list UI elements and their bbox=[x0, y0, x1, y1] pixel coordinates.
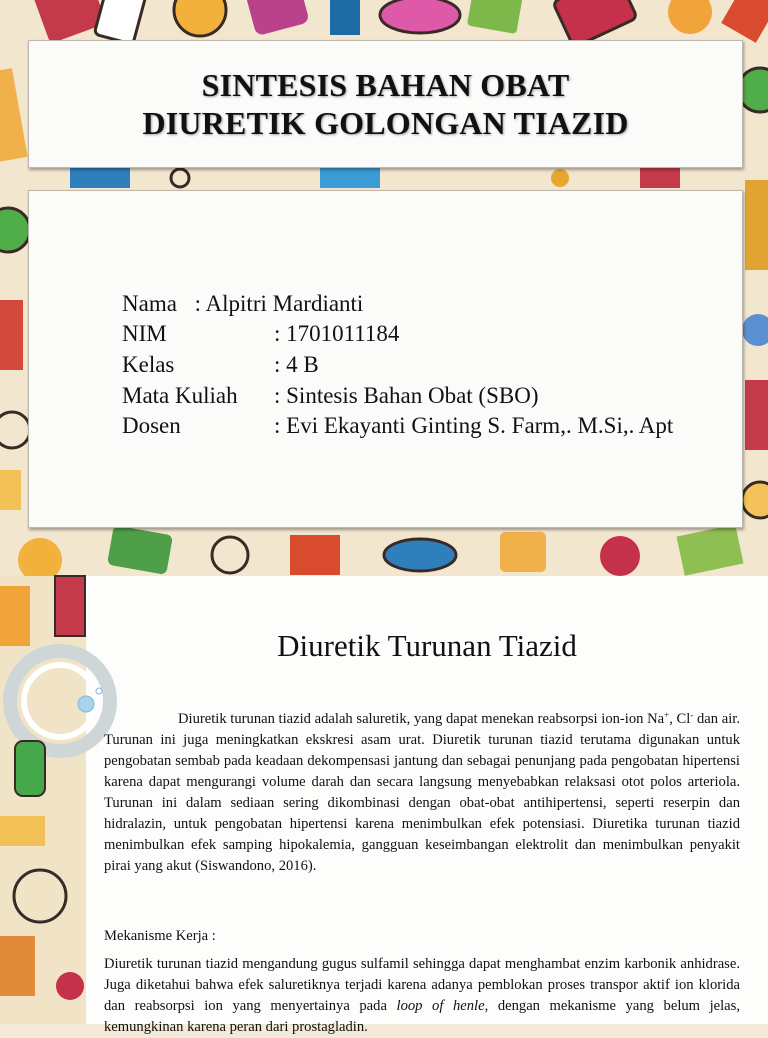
content-slide bbox=[0, 576, 768, 1035]
section-title: Diuretik Turunan Tiazid bbox=[277, 628, 577, 663]
mechanism-heading: Mekanisme Kerja : bbox=[104, 928, 216, 944]
ion-cl: , Cl bbox=[669, 711, 691, 727]
info-value: : 1701011184 bbox=[274, 321, 400, 346]
info-row-dosen bbox=[122, 413, 674, 439]
info-label: Kelas bbox=[122, 352, 175, 377]
paragraph-definition bbox=[104, 709, 740, 877]
superscript-minus: - bbox=[690, 710, 694, 720]
info-label: NIM bbox=[122, 321, 167, 346]
info-label: Dosen bbox=[122, 413, 181, 438]
para-rest: dan air. Turunan ini juga meningkatkan ekskresi asam urat. Diuretik turunan tiazid terutama digunakan untuk pengobatan sembab pada keadaan dekompensasi jantung dan sebagai penunjang pada pengobatan hipertensi karena dapat mengurangi volume darah dan secara langsung menyebabkan relaksasi otot polos arteriola. Turunan ini dalam sediaan sering dikombinasi dengan obat-obat antihipertensi, seperti reserpin dan hidralazin, untuk pengobatan hipertensi karena menimbulkan efek potensiasi. Diuretika turunan tiazid menimbulkan efek samping hipokalemia, gangguan keseimbangan elektrolit dan menimbulkan penyakit pirai yang akut (Siswandono, 2016). bbox=[104, 711, 740, 874]
bubble-decoration bbox=[76, 686, 106, 716]
info-label: Mata Kuliah bbox=[122, 383, 238, 408]
mechanism-text: Diuretik turunan tiazid mengandung gugus sulfamil sehingga dapat menghambat enzim karbonik anhidrase. Juga diketahui bahwa efek saluretiknya terjadi karena adanya pemblokan proses transpor aktif ion klorida dan reabsorpsi ion yang menyertainya pada bbox=[104, 956, 740, 1014]
loop-of-henle-term: loop of henle bbox=[396, 998, 485, 1014]
info-value: : Evi Ekayanti Ginting S. Farm,. M.Si,. Apt bbox=[274, 413, 674, 438]
ion-na: Na bbox=[647, 711, 665, 727]
para-line1: Diuretik turunan tiazid adalah saluretik, yang dapat menekan reabsorpsi ion-ion bbox=[178, 711, 644, 727]
info-value: : Alpitri Mardianti bbox=[194, 291, 364, 316]
mechanism-tail: , dengan mekanisme yang belum jelas, kemungkinan karena peran dari prostagladin. bbox=[104, 998, 740, 1035]
info-value: : 4 B bbox=[274, 352, 319, 377]
decorative-side-strip bbox=[0, 576, 86, 1024]
info-row-kelas bbox=[122, 352, 319, 378]
info-row-nim bbox=[122, 321, 400, 347]
title-panel bbox=[28, 40, 743, 168]
paragraph-mechanism bbox=[104, 954, 740, 1038]
lab-doodle-strip bbox=[0, 576, 86, 1024]
info-label: Nama bbox=[122, 291, 177, 316]
student-info-panel bbox=[28, 190, 743, 528]
superscript-plus: + bbox=[664, 710, 670, 720]
presentation-title-line1: SINTESIS BAHAN OBAT bbox=[201, 67, 570, 103]
presentation-title-line2: DIURETIK GOLONGAN TIAZID bbox=[142, 105, 629, 141]
info-row-nama bbox=[122, 291, 363, 317]
info-row-mata-kuliah bbox=[122, 383, 539, 409]
info-value: : Sintesis Bahan Obat (SBO) bbox=[274, 383, 539, 408]
